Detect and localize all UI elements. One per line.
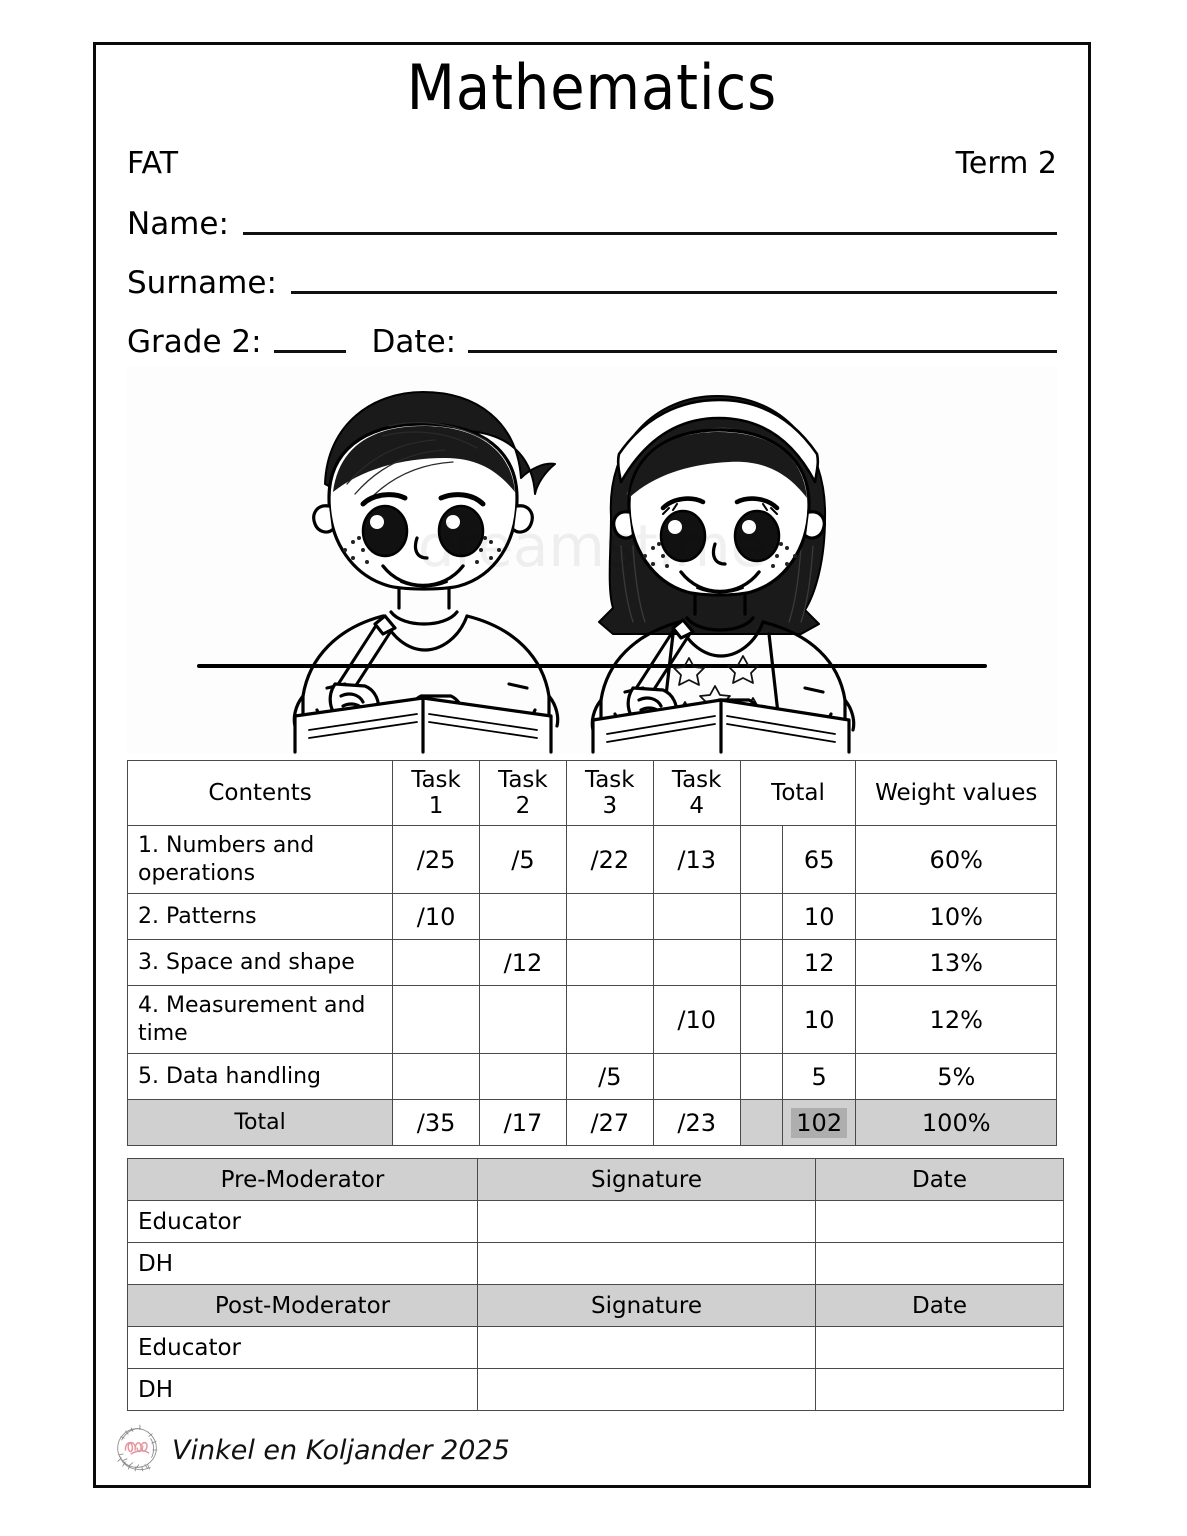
students-illustration [127,366,1057,754]
table-row [128,894,1057,940]
grade-label: Grade 2: [127,324,262,361]
date-input-line[interactable] [468,350,1057,353]
footer-credit-text: Vinkel en Koljander 2025 [172,1434,510,1466]
header-task-2: Task 2 [479,761,566,826]
cell-task-2[interactable] [479,986,566,1054]
total-weight[interactable]: 100% [856,1100,1057,1146]
cell-task-4[interactable]: /13 [653,826,740,894]
cell-weight[interactable]: 12% [856,986,1057,1054]
assessment-meta-row [127,146,1057,181]
cell-task-3[interactable] [566,894,653,940]
total-spacer[interactable] [740,1100,782,1146]
wreath-monogram-logo [108,1421,166,1479]
cell-total[interactable]: 10 [782,894,856,940]
cell-total-spacer[interactable] [740,986,782,1054]
footer-credit [108,1421,510,1479]
cell-total-spacer[interactable] [740,1054,782,1100]
total-task-4[interactable]: /23 [653,1100,740,1146]
cell-total-spacer[interactable] [740,894,782,940]
row-contents: 1. Numbers and operations [128,826,393,894]
grade-date-field-row [127,324,1057,361]
surname-label: Surname: [127,265,277,302]
post-moderator-title: Post-Moderator [128,1285,478,1327]
table-row [128,1054,1057,1100]
pre-dh-signature[interactable] [478,1243,816,1285]
total-task-1[interactable]: /35 [393,1100,480,1146]
worksheet-page [93,42,1091,1488]
name-label: Name: [127,206,229,243]
grade-input-line[interactable] [274,350,346,353]
pre-educator-signature[interactable] [478,1201,816,1243]
cell-weight[interactable]: 13% [856,940,1057,986]
header-task-3: Task 3 [566,761,653,826]
assessment-code: FAT [127,146,179,182]
header-contents: Contents [128,761,393,826]
moderation-table [127,1158,1064,1411]
cell-total[interactable]: 10 [782,986,856,1054]
pre-moderator-signature-header: Signature [478,1159,816,1201]
header-weight-values: Weight values [856,761,1057,826]
row-contents: 3. Space and shape [128,940,393,986]
table-row [128,940,1057,986]
students-line-art [177,366,1007,754]
cell-task-2[interactable]: /5 [479,826,566,894]
table-row [128,986,1057,1054]
pre-educator-label: Educator [128,1201,478,1243]
table-total-row [128,1100,1057,1146]
cell-total[interactable]: 65 [782,826,856,894]
table-row [128,1201,1064,1243]
cell-weight[interactable]: 60% [856,826,1057,894]
cell-task-1[interactable]: /25 [393,826,480,894]
table-row [128,1243,1064,1285]
post-moderator-header-row [128,1285,1064,1327]
cell-task-3[interactable]: /22 [566,826,653,894]
cell-task-1[interactable] [393,986,480,1054]
cell-task-2[interactable] [479,894,566,940]
post-dh-signature[interactable] [478,1369,816,1411]
cell-task-2[interactable]: /12 [479,940,566,986]
grand-total-cell[interactable] [782,1100,856,1146]
stock-watermark: dreamstime [417,512,767,581]
term-label: Term 2 [955,146,1057,182]
cell-total-spacer[interactable] [740,826,782,894]
pre-educator-date[interactable] [816,1201,1064,1243]
total-task-3[interactable]: /27 [566,1100,653,1146]
pre-dh-label: DH [128,1243,478,1285]
marks-breakdown-table [127,760,1057,1146]
cell-total[interactable]: 5 [782,1054,856,1100]
cell-task-4[interactable] [653,894,740,940]
surname-input-line[interactable] [291,291,1057,294]
table-row [128,826,1057,894]
grand-total-value: 102 [791,1108,847,1138]
post-moderator-signature-header: Signature [478,1285,816,1327]
table-row [128,1369,1064,1411]
post-educator-signature[interactable] [478,1327,816,1369]
cell-task-2[interactable] [479,1054,566,1100]
table-header-row [128,761,1057,826]
post-dh-label: DH [128,1369,478,1411]
post-dh-date[interactable] [816,1369,1064,1411]
date-label: Date: [371,324,457,361]
cell-total-spacer[interactable] [740,940,782,986]
cell-task-3[interactable] [566,940,653,986]
name-input-line[interactable] [243,232,1057,235]
name-field-row [127,206,1057,243]
cell-weight[interactable]: 5% [856,1054,1057,1100]
pre-moderator-header-row [128,1159,1064,1201]
cell-task-1[interactable]: /10 [393,894,480,940]
row-contents: 4. Measurement and time [128,986,393,1054]
cell-task-3[interactable] [566,986,653,1054]
cell-total[interactable]: 12 [782,940,856,986]
header-task-4: Task 4 [653,761,740,826]
cell-task-4[interactable]: /10 [653,986,740,1054]
header-total: Total [740,761,856,826]
cell-task-1[interactable] [393,940,480,986]
post-educator-date[interactable] [816,1327,1064,1369]
total-task-2[interactable]: /17 [479,1100,566,1146]
cell-task-3[interactable]: /5 [566,1054,653,1100]
page-title: Mathematics [406,51,778,124]
row-contents: 2. Patterns [128,894,393,940]
header-task-1: Task 1 [393,761,480,826]
cell-weight[interactable]: 10% [856,894,1057,940]
post-educator-label: Educator [128,1327,478,1369]
row-contents: 5. Data handling [128,1054,393,1100]
cell-task-4[interactable] [653,1054,740,1100]
cell-task-4[interactable] [653,940,740,986]
pre-dh-date[interactable] [816,1243,1064,1285]
cell-task-1[interactable] [393,1054,480,1100]
pre-moderator-title: Pre-Moderator [128,1159,478,1201]
surname-field-row [127,265,1057,302]
pre-moderator-date-header: Date [816,1159,1064,1201]
table-row [128,1327,1064,1369]
post-moderator-date-header: Date [816,1285,1064,1327]
total-row-label: Total [128,1100,393,1146]
